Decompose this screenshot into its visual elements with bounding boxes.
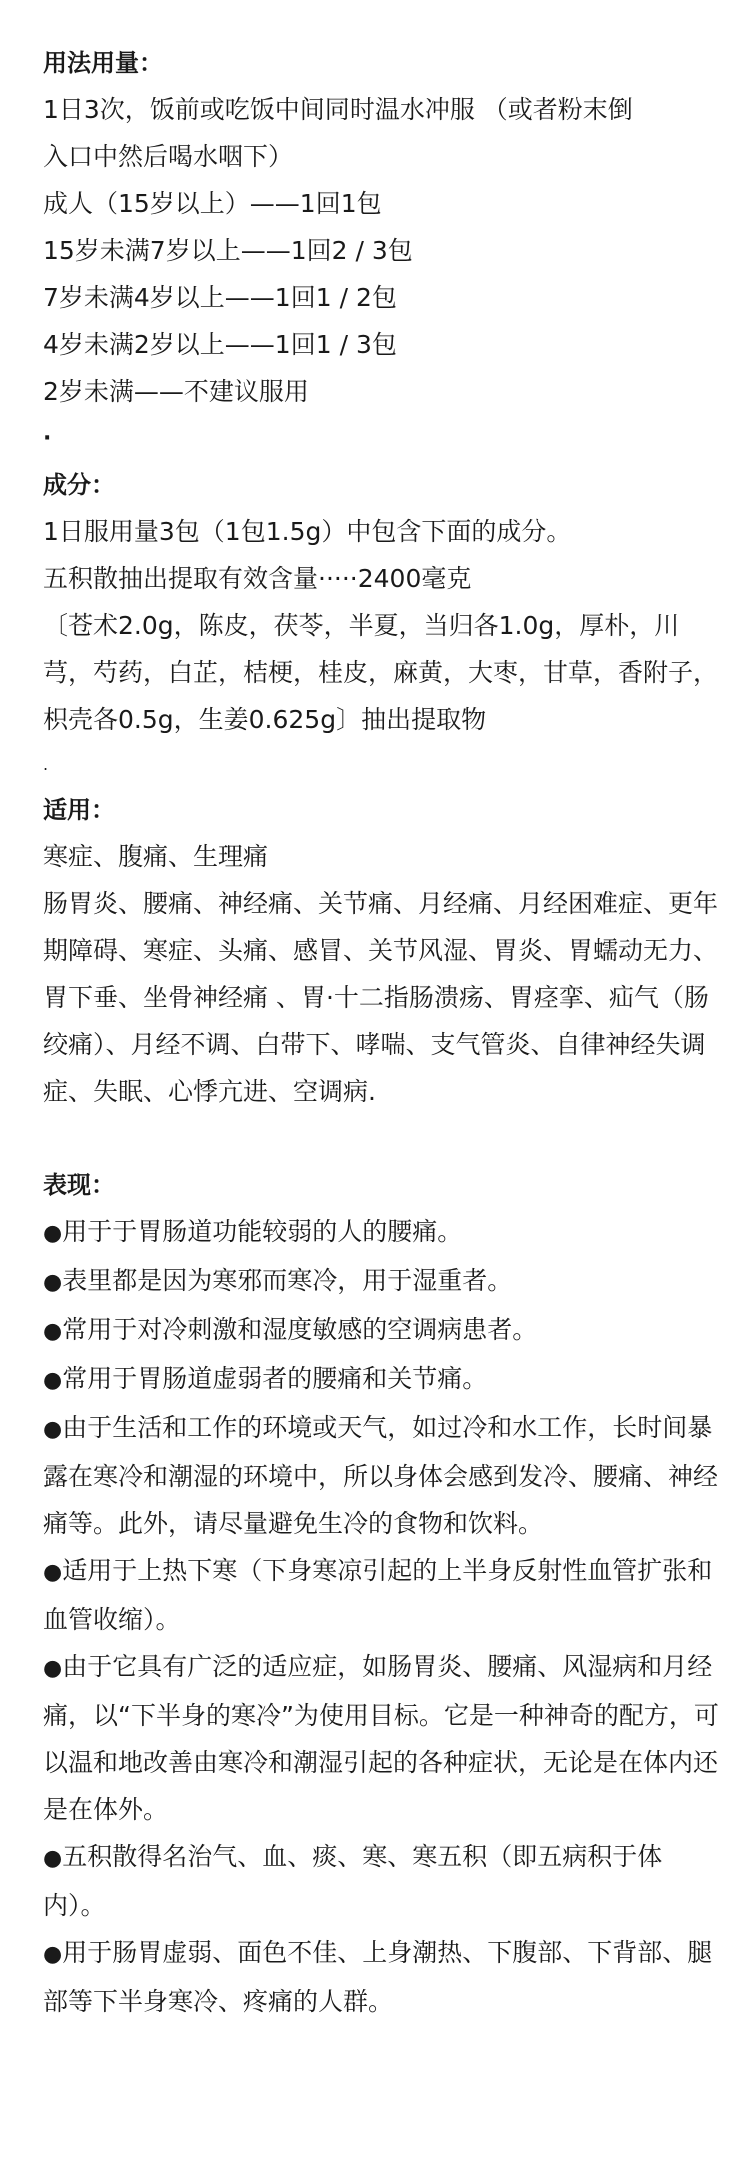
- list-item: [43, 1833, 723, 1929]
- usage-line: 1日3次，饭前或吃饭中间同时温水冲服 （或者粉末倒: [43, 95, 633, 124]
- spacer: [43, 1115, 723, 1162]
- list-item-text: 表里都是因为寒邪而寒冷，用于湿重者。: [62, 1266, 513, 1295]
- list-item-text: 用于肠胃虚弱、面色不佳、上身潮热、下腹部、下背部、腿部等下半身寒冷、疼痛的人群。: [43, 1938, 713, 2016]
- symptoms-heading: 表现：: [43, 1171, 115, 1199]
- separator-dot: .: [43, 755, 49, 774]
- usage-line: 成人（15岁以上）——1回1包: [43, 189, 382, 218]
- list-item-text: 由于它具有广泛的适应症，如肠胃炎、腰痛、风湿病和月经痛，以“下半身的寒冷”为使用目标。它是一种神奇的配方，可以温和地改善由寒冷和潮湿引起的各种症状，无论是在体内还是在体外。: [43, 1652, 719, 1824]
- bullet-icon: ●: [43, 1942, 63, 1967]
- list-item-text: 常用于对冷刺激和湿度敏感的空调病患者。: [62, 1315, 538, 1344]
- bullet-icon: ●: [43, 1368, 63, 1393]
- usage-heading: 用法用量：: [43, 49, 163, 77]
- list-item: [43, 1929, 723, 2025]
- bullet-icon: ●: [43, 1270, 63, 1295]
- list-item: [43, 1643, 723, 1833]
- list-item-text: 适用于上热下寒（下身寒凉引起的上半身反射性血管扩张和血管收缩）。: [43, 1556, 713, 1634]
- bullet-icon: ●: [43, 1319, 63, 1344]
- bullet-icon: ●: [43, 1656, 63, 1681]
- list-item: [43, 1208, 723, 1257]
- document: [43, 40, 723, 2025]
- symptoms-section: [43, 1162, 723, 2025]
- indications-detail: 肠胃炎、腰痛、神经痛、关节痛、月经痛、月经困难症、更年期障碍、寒症、头痛、感冒、关节风湿、胃炎、胃蠕动无力、胃下垂、坐骨神经痛 、胃·十二指肠溃疡、胃痉挛、疝气（肠绞痛）、月经不调、白带下、哮喘、支气管炎、自律神经失调症、失眠、心悸亢进、空调病.: [43, 889, 719, 1106]
- bullet-icon: ●: [43, 1417, 63, 1442]
- usage-line: 2岁未满——不建议服用: [43, 377, 309, 406]
- bullet-icon: ●: [43, 1846, 63, 1871]
- list-item-text: 常用于胃肠道虚弱者的腰痛和关节痛。: [62, 1364, 488, 1393]
- list-item: [43, 1257, 723, 1306]
- bullet-icon: ●: [43, 1221, 63, 1246]
- usage-line: 入口中然后喝水咽下）: [43, 142, 294, 171]
- list-item: [43, 1306, 723, 1355]
- indications-section: [43, 787, 723, 1115]
- usage-line: 15岁未满7岁以上——1回2 / 3包: [43, 236, 413, 265]
- ingredients-heading: 成分：: [43, 471, 115, 499]
- list-item: [43, 1355, 723, 1404]
- ingredients-section: [43, 462, 723, 787]
- indications-main: 寒症、腹痛、生理痛: [43, 842, 269, 871]
- list-item-text: 由于生活和工作的环境或天气，如过冷和水工作，长时间暴露在寒冷和潮湿的环境中，所以身体会感到发冷、腰痛、神经痛等。此外，请尽量避免生冷的食物和饮料。: [43, 1413, 719, 1538]
- list-item: [43, 1547, 723, 1643]
- list-item-text: 五积散得名治气、血、痰、寒、寒五积（即五病积于体内）。: [43, 1842, 663, 1920]
- list-item: [43, 1404, 723, 1547]
- indications-heading: 适用：: [43, 796, 115, 824]
- ingredients-detail: 〔苍术2.0g，陈皮，茯苓，半夏，当归各1.0g，厚朴，川芎，芍药，白芷，桔梗，桂皮，麻黄，大枣，甘草，香附子，枳壳各0.5g，生姜0.625g〕抽出提取物: [43, 611, 719, 734]
- separator-dot: ·: [43, 426, 52, 451]
- symptoms-list: [43, 1208, 723, 2025]
- list-item-text: 用于于胃肠道功能较弱的人的腰痛。: [62, 1217, 463, 1246]
- ingredients-extract: 五积散抽出提取有效含量·····2400毫克: [43, 564, 472, 593]
- bullet-icon: ●: [43, 1560, 63, 1585]
- usage-section: [43, 40, 723, 462]
- usage-line: 7岁未满4岁以上——1回1 / 2包: [43, 283, 397, 312]
- usage-line: 4岁未满2岁以上——1回1 / 3包: [43, 330, 397, 359]
- ingredients-dose: 1日服用量3包（1包1.5g）中包含下面的成分。: [43, 517, 572, 546]
